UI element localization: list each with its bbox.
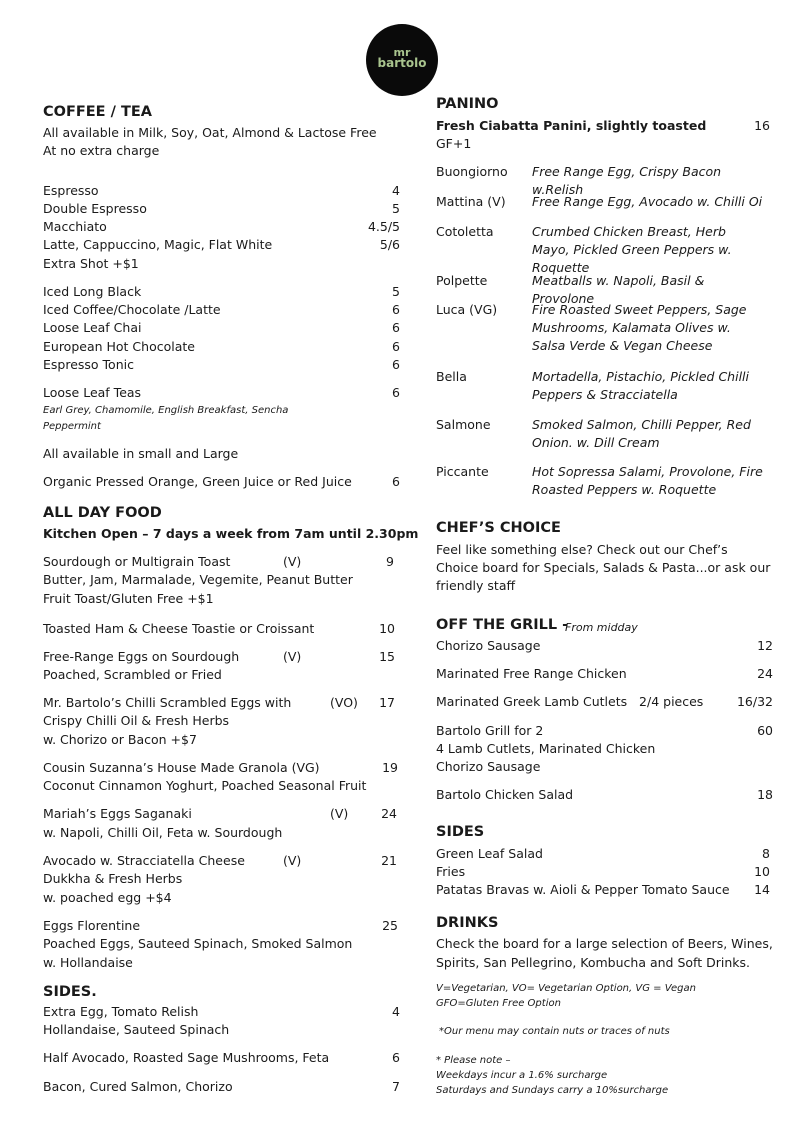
chef-text: Choice board for Specials, Salads & Pasta...or ask our	[436, 560, 771, 575]
menu-item-price: 9	[386, 554, 394, 569]
menu-item-name: Fries	[436, 864, 466, 879]
menu-item-price: 16/32	[736, 694, 773, 709]
menu-item-price: 19	[382, 760, 398, 775]
menu-item-name: Patatas Bravas w. Aioli & Pepper Tomato Sauce	[436, 882, 730, 897]
menu-item-name: Extra Egg, Tomato Relish	[43, 1004, 199, 1019]
menu-item-price: 15	[379, 649, 395, 664]
menu-item-price: 16	[754, 118, 770, 133]
menu-item-price: 6	[392, 302, 400, 317]
menu-item-price: 6	[392, 474, 400, 489]
drinks-title: DRINKS	[436, 915, 499, 931]
menu-item-name: Toasted Ham & Cheese Toastie or Croissant	[43, 621, 315, 636]
legend-text: GFO=Gluten Free Option	[436, 998, 561, 1009]
menu-item-name: Sourdough or Multigrain Toast	[43, 554, 231, 569]
coffee-title: COFFEE / TEA	[43, 104, 152, 120]
menu-item-name: Marinated Free Range Chicken	[436, 666, 627, 681]
menu-item-detail: Earl Grey, Chamomile, English Breakfast, Sencha	[43, 405, 289, 416]
panino-name: Mattina (V)	[436, 194, 506, 209]
menu-item-price: 4.5/5	[367, 219, 400, 234]
menu-item-detail: 4 Lamb Cutlets, Marinated Chicken	[436, 741, 656, 756]
menu-item-name: Loose Leaf Teas	[43, 385, 142, 400]
chef-text: Feel like something else? Check out our Chef’s	[436, 542, 728, 557]
menu-item-price: 6	[392, 385, 400, 400]
surcharge-note: Saturdays and Sundays carry a 10%surcharge	[436, 1085, 669, 1096]
surcharge-note: * Please note –	[436, 1055, 511, 1066]
menu-item-name: Free-Range Eggs on Sourdough	[43, 649, 240, 664]
menu-item-price: 6	[392, 1050, 400, 1065]
menu-item-price: 4	[392, 183, 400, 198]
menu-item-price: 6	[392, 320, 400, 335]
nuts-note: *Our menu may contain nuts or traces of nuts	[439, 1026, 670, 1037]
menu-item-detail: Dukkha & Fresh Herbs	[43, 871, 183, 886]
menu-item-detail: Butter, Jam, Marmalade, Vegemite, Peanut Butter	[43, 572, 353, 587]
panino-name: Luca (VG)	[436, 302, 498, 317]
legend-text: V=Vegetarian, VO= Vegetarian Option, VG = Vegan	[436, 983, 696, 994]
menu-item-price: 17	[379, 695, 395, 710]
drinks-text: Check the board for a large selection of Beers, Wines,	[436, 936, 773, 951]
menu-item-price: 24	[381, 806, 397, 821]
menu-item-name: Espresso	[43, 183, 99, 198]
menu-item-name: Bartolo Grill for 2	[436, 723, 544, 738]
grill-title: OFF THE GRILL -	[436, 617, 569, 633]
menu-item-price: 5/6	[379, 237, 400, 252]
menu-item-price: 6	[392, 339, 400, 354]
logo-line2: bartolo	[377, 56, 427, 70]
coffee-note: At no extra charge	[43, 143, 160, 158]
menu-item-detail: Hollandaise, Sauteed Spinach	[43, 1022, 230, 1037]
menu-item-name: Iced Long Black	[43, 284, 142, 299]
menu-item-price: 12	[757, 638, 773, 653]
surcharge-note: Weekdays incur a 1.6% surcharge	[436, 1070, 608, 1081]
menu-item-detail: Poached Eggs, Sauteed Spinach, Smoked Salmon	[43, 936, 353, 951]
sides-left-title: SIDES.	[43, 984, 97, 1000]
menu-item-detail: w. poached egg +$4	[43, 890, 172, 905]
panino-name: Piccante	[436, 464, 489, 479]
menu-item-name: Extra Shot +$1	[43, 256, 139, 271]
chef-text: friendly staff	[436, 578, 516, 593]
menu-item-price: 21	[381, 853, 397, 868]
menu-item-detail: w. Hollandaise	[43, 955, 133, 970]
menu-item-name: Latte, Cappuccino, Magic, Flat White	[43, 237, 273, 252]
menu-item-name: Marinated Greek Lamb Cutlets 2/4 pieces	[436, 694, 704, 709]
menu-item-price: 7	[392, 1079, 400, 1094]
panino-desc: Smoked Salmon, Chilli Pepper, Red Onion. w. Dill Cream	[532, 417, 751, 450]
menu-item-price: 5	[392, 201, 400, 216]
panino-name: Polpette	[436, 273, 488, 288]
chef-title: CHEF’S CHOICE	[436, 520, 561, 536]
diet-tag: (VO)	[330, 695, 358, 710]
menu-item-price: 10	[754, 864, 770, 879]
logo	[366, 24, 438, 96]
menu-item-name: Bacon, Cured Salmon, Chorizo	[43, 1079, 233, 1094]
panino-title: PANINO	[436, 96, 499, 112]
menu-item-price: 25	[382, 918, 398, 933]
panino-desc: Free Range Egg, Avocado w. Chilli Oi	[532, 194, 763, 209]
panino-gf: GF+1	[436, 136, 472, 151]
diet-tag: (V)	[330, 806, 349, 821]
menu-item-name: Eggs Florentine	[43, 918, 141, 933]
panino-desc: Crumbed Chicken Breast, Herb Mayo, Pickled Green Peppers w. Roquette	[532, 224, 732, 275]
menu-item-name: Chorizo Sausage	[436, 638, 541, 653]
menu-item-name: Espresso Tonic	[43, 357, 134, 372]
coffee-note: All available in Milk, Soy, Oat, Almond & Lactose Free	[43, 125, 377, 140]
menu-item-detail: Peppermint	[43, 421, 101, 432]
panino-desc: Fire Roasted Sweet Peppers, Sage Mushrooms, Kalamata Olives w. Salsa Verde & Vegan Cheese	[532, 302, 747, 353]
menu-item-price: 24	[757, 666, 773, 681]
panino-desc: Hot Sopressa Salami, Provolone, Fire Roasted Peppers w. Roquette	[532, 464, 763, 497]
sides-right-title: SIDES	[436, 824, 485, 840]
menu-item-detail: Chorizo Sausage	[436, 759, 541, 774]
menu-item-name: Half Avocado, Roasted Sage Mushrooms, Feta	[43, 1050, 330, 1065]
menu-item-detail: w. Chorizo or Bacon +$7	[43, 732, 197, 747]
panino-name: Bella	[436, 369, 467, 384]
menu-item-price: 5	[392, 284, 400, 299]
panino-subtitle: Fresh Ciabatta Panini, slightly toasted	[436, 118, 707, 133]
grill-note: From midday	[565, 621, 638, 634]
menu-item-price: 4	[392, 1004, 400, 1019]
menu-item-name: Organic Pressed Orange, Green Juice or Red Juice	[43, 474, 352, 489]
menu-item-price: 18	[757, 787, 773, 802]
menu-item-detail: Crispy Chilli Oil & Fresh Herbs	[43, 713, 230, 728]
menu-item-name: Macchiato	[43, 219, 107, 234]
diet-tag: (V)	[283, 649, 302, 664]
menu-item-name: Loose Leaf Chai	[43, 320, 142, 335]
panino-name: Cotoletta	[436, 224, 494, 239]
menu-item-name: Cousin Suzanna’s House Made Granola (VG)	[43, 760, 320, 775]
menu-item-name: Bartolo Chicken Salad	[436, 787, 574, 802]
menu-item-name: Double Espresso	[43, 201, 147, 216]
menu-item-detail: Poached, Scrambled or Fried	[43, 667, 222, 682]
coffee-note: All available in small and Large	[43, 446, 239, 461]
menu-item-name: Green Leaf Salad	[436, 846, 543, 861]
diet-tag: (V)	[283, 554, 302, 569]
panino-desc: Meatballs w. Napoli, Basil & Provolone	[532, 273, 705, 306]
menu-item-price: 14	[754, 882, 770, 897]
menu-item-name: European Hot Chocolate	[43, 339, 195, 354]
menu-item-name: Mr. Bartolo’s Chilli Scrambled Eggs with	[43, 695, 292, 710]
logo-line1: mr	[393, 46, 411, 59]
panino-desc: Free Range Egg, Crispy Bacon w.Relish	[532, 164, 722, 197]
menu-item-price: 60	[757, 723, 773, 738]
menu-item-name: Avocado w. Stracciatella Cheese	[43, 853, 245, 868]
menu-item-price: 8	[762, 846, 770, 861]
allday-subtitle: Kitchen Open – 7 days a week from 7am until 2.30pm	[43, 526, 419, 541]
menu-item-name: Iced Coffee/Chocolate /Latte	[43, 302, 221, 317]
panino-desc: Mortadella, Pistachio, Pickled Chilli Peppers & Stracciatella	[532, 369, 749, 402]
menu-item-detail: Fruit Toast/Gluten Free +$1	[43, 591, 214, 606]
panino-name: Buongiorno	[436, 164, 508, 179]
allday-title: ALL DAY FOOD	[43, 505, 162, 521]
menu-item-price: 10	[379, 621, 395, 636]
diet-tag: (V)	[283, 853, 302, 868]
menu-item-detail: Coconut Cinnamon Yoghurt, Poached Seasonal Fruit	[43, 778, 367, 793]
menu-item-detail: w. Napoli, Chilli Oil, Feta w. Sourdough	[43, 825, 283, 840]
menu-item-name: Mariah’s Eggs Saganaki	[43, 806, 192, 821]
drinks-text: Spirits, San Pellegrino, Kombucha and Soft Drinks.	[436, 955, 750, 970]
panino-name: Salmone	[436, 417, 491, 432]
menu-item-price: 6	[392, 357, 400, 372]
